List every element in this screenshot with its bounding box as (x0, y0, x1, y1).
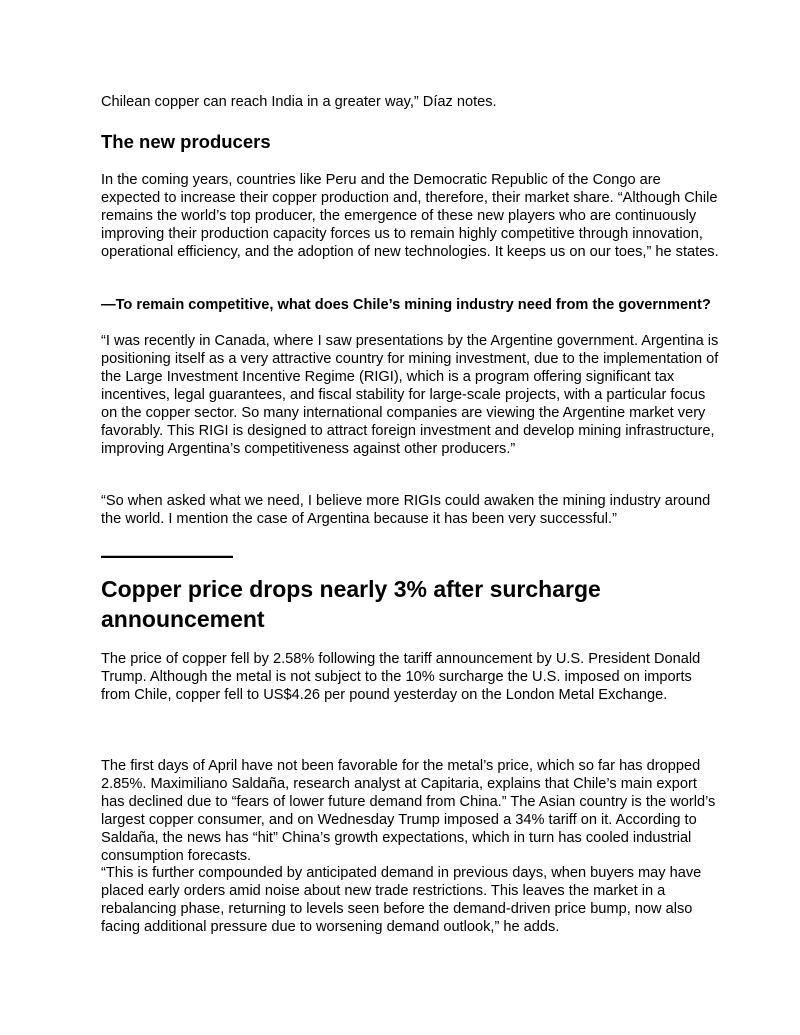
article-paragraph-3: “This is further compounded by anticipated demand in previous days, when buyers may have placed early orders amid noise about new trade restrictions. This leaves the market in a rebalancing phase, returning to levels seen before the demand-driven price bump, now also facing additional pressure due to worsening demand outlook,” he adds. (101, 865, 702, 935)
article-paragraph-1: The price of copper fell by 2.58% following the tariff announcement by U.S. President Donald Trump. Although the metal is not subject to the 10% surcharge the U.S. imposed on imports from Chile, copper fell to US$4.26 per pound yesterday on the London Metal Exchange. (101, 651, 701, 703)
section-divider: —————— (101, 543, 233, 568)
section-heading-new-producers: The new producers (101, 131, 271, 152)
article-headline: Copper price drops nearly 3% after surcharge announcement (101, 576, 601, 632)
interview-answer-paragraph-1: “I was recently in Canada, where I saw presentations by the Argentine government. Argentina is positioning itself as a very attractive country for mining investment, due to the implementation of the Large Investment Incentive Regime (RIGI), which is a program offering significant tax incentives, legal guarantees, and fiscal stability for large-scale projects, with a particular focus on the copper sector. So many international companies are viewing the Argentine market very favorably. This RIGI is designed to attract foreign investment and develop mining infrastructure, improving Argentina’s competitiveness against other producers.” (101, 333, 719, 457)
interview-question: —To remain competitive, what does Chile’s mining industry need from the government? (101, 297, 711, 313)
article-paragraph-2: The first days of April have not been favorable for the metal’s price, which so far has dropped 2.85%. Maximiliano Saldaña, research analyst at Capitaria, explains that Chile’s main export has declined due to “fears of lower future demand from China.” The Asian country is the world’s largest copper consumer, and on Wednesday Trump imposed a 34% tariff on it. According to Saldaña, the news has “hit” China’s growth expectations, which in turn has cooled industrial consumption forecasts. (101, 758, 716, 864)
new-producers-paragraph: In the coming years, countries like Peru and the Democratic Republic of the Congo are expected to increase their copper production and, therefore, their market share. “Although Chile remains the world’s top producer, the emergence of these new players who are continuously improving their production capacity forces us to remain highly competitive through innovation, operational efficiency, and the adoption of new technologies. It keeps us on our toes,” he states. (101, 172, 719, 260)
interview-answer-paragraph-2: “So when asked what we need, I believe more RIGIs could awaken the mining industry around the world. I mention the case of Argentina because it has been very successful.” (101, 493, 711, 527)
intro-paragraph: Chilean copper can reach India in a greater way,” Díaz notes. (101, 94, 497, 110)
